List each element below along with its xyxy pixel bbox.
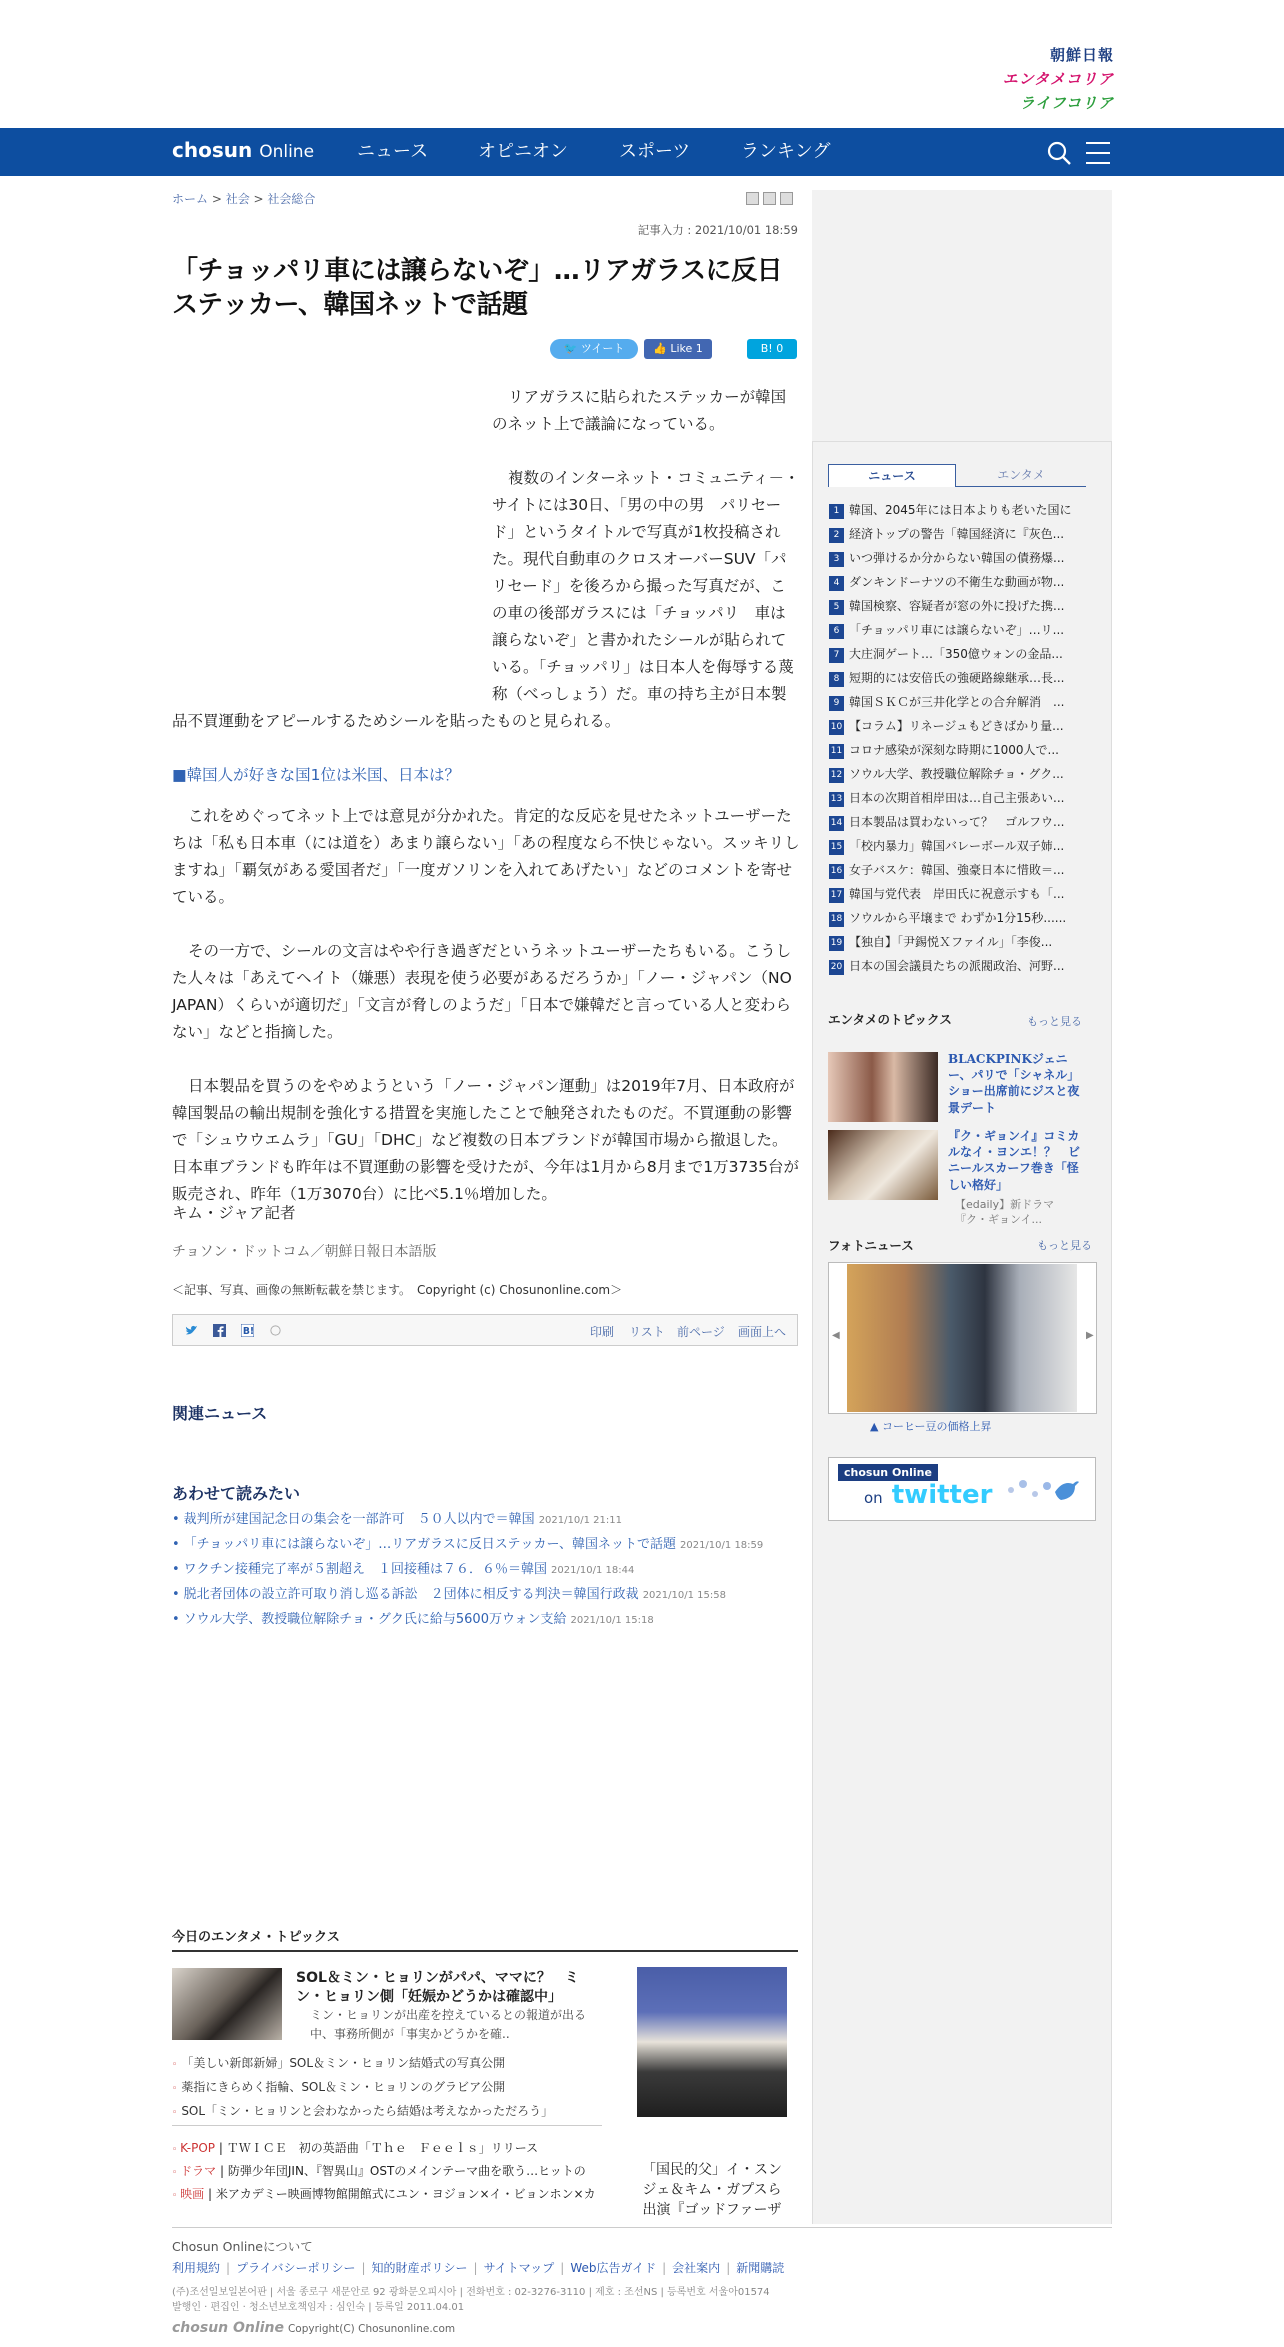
- today-entame-headline[interactable]: SOL＆ミン・ヒョリンがパパ、ママに？ ミン・ヒョリン側「妊娠かどうかは確認中」: [296, 1970, 579, 2005]
- hamburger-menu-icon[interactable]: [1086, 142, 1110, 164]
- footer-link[interactable]: プライバシーポリシー: [236, 2261, 356, 2275]
- ranking-item[interactable]: [829, 594, 1091, 618]
- ranking-item[interactable]: [829, 690, 1091, 714]
- list-item[interactable]: ◦ ドラマ | 防弾少年団JIN、『智異山』OSTのメインテーマ曲を歌う…ヒットの: [172, 2164, 586, 2178]
- ranking-item[interactable]: [829, 522, 1091, 546]
- hatena-icon[interactable]: [241, 1324, 254, 1337]
- thumbs-up-icon: 👍: [653, 342, 667, 355]
- photo-news-title: フォトニュース: [828, 1238, 914, 1253]
- link-separator: |: [361, 2261, 366, 2275]
- article-paragraph: リアガラスに貼られたステッカーが韓国のネット上で議論になっている。: [492, 388, 787, 433]
- ranking-title: ソウル大学、教授職位解除チョ・グク...: [849, 767, 1064, 781]
- entame-topics-title: エンタメのトピックス: [828, 1012, 952, 1027]
- ranking-number: 4: [829, 576, 844, 591]
- footer-about: Chosun Onlineについて: [172, 2239, 313, 2254]
- ranking-number: 19: [829, 936, 844, 951]
- entame-topic-caption[interactable]: 『ク・ギョンイ』コミカルなイ・ヨンエ！？ ビニールスカーフ巻き「怪しい格好」: [948, 1129, 1081, 1192]
- ranking-number: 9: [829, 696, 844, 711]
- today-entame-photo[interactable]: [637, 1967, 787, 2117]
- footer-address-line: (주)조선일보일본어판 | 서울 종로구 새문안로 92 광화문오피시아 | 전화번호 : 02-3276-3110 | 제호 : 조선NS | 등록번호 서울아01574: [172, 2287, 770, 2298]
- page-top-link[interactable]: 画面上へ: [738, 1325, 787, 1339]
- hatena-bookmark-button[interactable]: B! 0: [747, 339, 797, 359]
- photo-more-link[interactable]: もっと見る: [1037, 1239, 1092, 1252]
- read-more-link[interactable]: 裁判所が建国記念日の集会を一部許可 ５０人以内で＝韓国: [183, 1512, 535, 1527]
- facebook-icon[interactable]: [213, 1324, 226, 1337]
- ranking-title: 「校内暴力」韓国バレーボール双子姉...: [849, 839, 1065, 853]
- list-item: • 裁判所が建国記念日の集会を一部許可 ５０人以内で＝韓国 2021/10/1 21:11: [172, 1512, 622, 1527]
- link-separator: |: [726, 2261, 731, 2275]
- ranking-number: 16: [829, 864, 844, 879]
- list-item[interactable]: ◦ 映画 | 米アカデミー映画博物館開館式にユン・ヨジョン×イ・ビョンホン×カ: [172, 2187, 596, 2201]
- read-more-link[interactable]: ワクチン接種完了率が５割超え １回接種は７６．６％＝韓国: [183, 1562, 548, 1577]
- ranking-title: 経済トップの警告「韓国経済に『灰色...: [849, 527, 1065, 541]
- category-news-list: [172, 2138, 612, 2207]
- twitter-banner-logo: chosun Online: [838, 1464, 938, 1481]
- ranking-title: 【独自】「尹錫悦Ｘファイル」「李俊...: [849, 935, 1053, 949]
- article-toolbar: [172, 1314, 798, 1346]
- list-item[interactable]: ◦ 「美しい新郎新婦」SOL＆ミン・ヒョリン結婚式の写真公開: [172, 2056, 506, 2070]
- divider: [172, 2125, 602, 2126]
- ranking-number: 20: [829, 960, 844, 975]
- entame-topic-image[interactable]: [828, 1130, 938, 1200]
- article-paragraph: 複数のインターネット・コミュニティ－・サイトには30日、「男の中の男 パリセード」というタイトルで写真が1枚投稿された。現代自動車のクロスオーバーSUV「パリセード」を後ろから撮った写真だが、この車の後部ガラスには「チョッパリ 車は譲らないぞ」と書かれたシールが貼られている。「チョッパリ」は日本人を侮辱する蔑称（べっしょう）だ。車の持ち主が日本製品不買運動をアピールするためシールを貼ったものと見られる。: [172, 469, 800, 730]
- ranking-item[interactable]: [829, 810, 1091, 834]
- ranking-title: 日本の次期首相岸田は…自己主張あい...: [849, 791, 1065, 805]
- list-item: • ワクチン接種完了率が５割超え １回接種は７６．６％＝韓国 2021/10/1 18:44: [172, 1562, 635, 1577]
- entame-topic-subtext: 【edaily】新ドラマ『ク・ギョンイ...: [955, 1198, 1055, 1226]
- today-entame-thumbnail[interactable]: [172, 1968, 282, 2040]
- ranking-title: 大庄洞ゲート…「350億ウォンの金品...: [849, 647, 1063, 661]
- ranking-number: 11: [829, 744, 844, 759]
- ranking-title: 日本製品は買わないって？ ゴルフウ...: [849, 815, 1065, 829]
- ranking-title: ダンキンドーナツの不衛生な動画が物...: [849, 575, 1065, 589]
- nav-opinion[interactable]: オピニオン: [478, 141, 568, 162]
- read-more-list: [172, 1508, 802, 1633]
- ranking-title: ソウルから平壌まで わずか1分15秒......: [849, 911, 1067, 925]
- share-icon[interactable]: [269, 1324, 282, 1337]
- entame-topic-caption[interactable]: BLACKPINKジェニー、パリで「シャネル」ショー出席前にジスと夜景デート: [948, 1052, 1080, 1115]
- footer-link[interactable]: 会社案内: [672, 2261, 721, 2275]
- link-separator: |: [226, 2261, 231, 2275]
- list-item[interactable]: ◦ SOL「ミン・ヒョリンと会わなかったら結婚は考えなかっただろう」: [172, 2104, 554, 2118]
- font-small-icon[interactable]: [746, 192, 759, 205]
- nav-sports[interactable]: スポーツ: [619, 141, 691, 162]
- footer-link[interactable]: サイトマップ: [483, 2261, 555, 2275]
- related-article-link[interactable]: ■韓国人が好きな国1位は米国、日本は？: [172, 766, 461, 784]
- list-item: • 「チョッパリ車には譲らないぞ」…リアガラスに反日ステッカー、韓国ネットで話題 2021/10/1 18:59: [172, 1537, 764, 1552]
- category-label: ドラマ: [180, 2164, 217, 2178]
- list-link[interactable]: リスト: [629, 1325, 665, 1339]
- read-more-title: あわせて読みたい: [172, 1484, 301, 1503]
- read-more-date: 2021/10/1 18:59: [679, 1540, 764, 1551]
- prev-arrow-icon[interactable]: ◀: [832, 1330, 840, 1341]
- list-item: • 脱北者団体の設立許可取り消し巡る訴訟 ２団体に相反する判決＝韓国行政裁 2021/10/1 15:58: [172, 1587, 726, 1602]
- ranking-item[interactable]: [829, 570, 1091, 594]
- ranking-title: 韓国検察、容疑者が窓の外に投げた携...: [849, 599, 1065, 613]
- facebook-like-button[interactable]: 👍 Like 1: [644, 339, 712, 359]
- prev-page-link[interactable]: 前ページ: [677, 1325, 725, 1339]
- article-date: 記事入力 : 2021/10/01 18:59: [637, 223, 798, 237]
- next-arrow-icon[interactable]: ▶: [1086, 1330, 1094, 1341]
- ranking-title: 短期的には安倍氏の強硬路線継承…長...: [849, 671, 1065, 685]
- link-separator: |: [473, 2261, 478, 2275]
- category-label: K-POP: [180, 2141, 216, 2155]
- article-credit: チョソン・ドットコム／朝鮮日報日本語版: [172, 1244, 437, 1260]
- footer-link[interactable]: 利用規約: [172, 2261, 221, 2275]
- ranking-item[interactable]: [829, 762, 1091, 786]
- article-body: [172, 384, 800, 1235]
- twitter-banner-text: on twitter: [864, 1480, 993, 1510]
- ranking-number: 13: [829, 792, 844, 807]
- photo-news-caption[interactable]: ▲ コーヒー豆の価格上昇: [870, 1420, 992, 1433]
- tweet-button[interactable]: 🐦 ツイート: [550, 339, 638, 359]
- divider: [172, 1950, 798, 1952]
- entame-topic-image[interactable]: [828, 1052, 938, 1122]
- footer-links: [172, 2259, 784, 2276]
- entame-more-link[interactable]: もっと見る: [1027, 1015, 1082, 1028]
- ranking-item[interactable]: [829, 930, 1091, 954]
- entame-korea-logo[interactable]: エンタメコリア: [1002, 70, 1114, 88]
- list-item[interactable]: ◦ 薬指にきらめく指輪、SOL＆ミン・ヒョリンのグラビア公開: [172, 2080, 506, 2094]
- ranking-number: 12: [829, 768, 844, 783]
- footer-copyright: chosun Online Copyright(C) Chosunonline.com: [172, 2320, 456, 2336]
- logo-bold: chosun: [172, 138, 253, 162]
- today-entame-photo-caption[interactable]: 「国民的父」イ・スンジェ＆キム・ガプスら出演『ゴッドファーザ: [642, 2162, 782, 2218]
- ranking-title: 日本の国会議員たちの派閥政治、河野...: [849, 959, 1065, 973]
- article-headline: 「チョッパリ車には譲らないぞ」…リアガラスに反日ステッカー、韓国ネットで話題: [172, 256, 783, 321]
- ranking-item[interactable]: [829, 666, 1091, 690]
- article-paragraph: その一方で、シールの文言はやや行き過ぎだというネットユーザーたちもいる。こうした人々は「あえてヘイト（嫌悪）表現を使う必要があるだろうか」「ノー・ジャパン（NO JAPAN）くらいが適切だ」「文言が脅しのようだ」「日本で嫌韓だと言っている人と変わらない」などと指摘した。: [172, 942, 792, 1041]
- ranking-item[interactable]: [829, 906, 1091, 930]
- ranking-number: 14: [829, 816, 844, 831]
- article-copyright: ＜記事、写真、画像の無断転載を禁じます。 Copyright (c) Chosunonline.com＞: [172, 1283, 623, 1297]
- breadcrumb-society-general[interactable]: 社会総合: [267, 192, 316, 206]
- article-byline: キム・ジャア記者: [172, 1204, 296, 1222]
- twitter-bird-icon: [1001, 1470, 1081, 1510]
- ranking-item[interactable]: [829, 738, 1091, 762]
- category-label: 映画: [180, 2187, 205, 2201]
- ranking-list: [829, 498, 1091, 978]
- footer-logo: chosun Online: [172, 2320, 284, 2336]
- ranking-title: コロナ感染が深刻な時期に1000人で...: [849, 743, 1059, 757]
- search-icon[interactable]: [1046, 140, 1072, 166]
- read-more-date: 2021/10/1 15:58: [642, 1590, 726, 1601]
- ranking-item[interactable]: [829, 498, 1091, 522]
- ranking-item[interactable]: [829, 642, 1091, 666]
- life-korea-logo[interactable]: ライフコリア: [1019, 94, 1114, 112]
- ranking-item[interactable]: [829, 858, 1091, 882]
- tab-ranking-entame[interactable]: エンタメ: [956, 464, 1086, 487]
- ranking-item[interactable]: [829, 546, 1091, 570]
- footer-address-line: 발행인 · 편집인 · 청소년보호책임자 : 심인숙 | 등록일 2011.04.01: [172, 2302, 465, 2313]
- ranking-number: 1: [829, 504, 844, 519]
- link-separator: |: [662, 2261, 667, 2275]
- ranking-title: 韓国、2045年には日本よりも老いた国に: [849, 503, 1072, 517]
- breadcrumb-society[interactable]: 社会: [225, 192, 250, 206]
- ranking-item[interactable]: [829, 882, 1091, 906]
- ranking-number: 18: [829, 912, 844, 927]
- ranking-number: 17: [829, 888, 844, 903]
- ranking-title: 女子バスケ：韓国、強豪日本に惜敗＝...: [849, 863, 1065, 877]
- read-more-date: 2021/10/1 18:44: [551, 1565, 635, 1576]
- ranking-number: 6: [829, 624, 844, 639]
- svg-text:B!: B!: [242, 1326, 254, 1337]
- related-news-title: 関連ニュース: [172, 1404, 268, 1423]
- tab-ranking-news[interactable]: ニュース: [828, 464, 956, 487]
- ranking-title: 【コラム】リネージュもどきばかり量...: [849, 719, 1064, 733]
- logo-light: Online: [259, 142, 315, 162]
- nav-ranking[interactable]: ランキング: [741, 141, 831, 162]
- ranking-title: いつ弾けるか分からない韓国の債務爆...: [849, 551, 1065, 565]
- today-entame-summary: ミン・ヒョリンが出産を控えているとの報道が出る中、事務所側が「事実かどうかを確..: [310, 2008, 587, 2041]
- article-paragraph: これをめぐってネット上では意見が分かれた。肯定的な反応を見せたネットユーザーたちは「私も日本車（には道を）あまり譲らない」「あの程度なら不快じゃない。スッキリしますね」「覇気がある愛国者だ」「一度ガソリンを入れてあげたい」などのコメントを寄せている。: [172, 807, 800, 906]
- list-item: • ソウル大学、教授職位解除チョ・グク氏に給与5600万ウォン支給 2021/10/1 15:18: [172, 1612, 654, 1627]
- ranking-title: 韓国ＳＫＣが三井化学との合弁解消 ...: [849, 695, 1065, 709]
- twitter-bird-icon: 🐦: [563, 342, 578, 355]
- footer-link[interactable]: 知的財産ポリシー: [371, 2261, 468, 2275]
- ranking-title: 韓国与党代表 岸田氏に祝意示すも「...: [849, 887, 1065, 901]
- print-link[interactable]: 印刷: [590, 1325, 615, 1339]
- ranking-number: 2: [829, 528, 844, 543]
- photo-news-image[interactable]: [847, 1264, 1077, 1412]
- footer-divider: [172, 2227, 1112, 2228]
- list-item[interactable]: ◦ K-POP | ＴＷＩＣＥ 初の英語曲「Ｔｈｅ Ｆｅｅｌｓ」リリース: [172, 2141, 539, 2155]
- ranking-item[interactable]: [829, 714, 1091, 738]
- chosun-ilbo-logo[interactable]: 朝鮮日報: [1049, 46, 1114, 64]
- add-icon[interactable]: [780, 192, 793, 205]
- article-photo-area: [172, 384, 492, 684]
- footer-address: [172, 2285, 770, 2315]
- today-entame-title: 今日のエンタメ・トピックス: [172, 1930, 340, 1945]
- ranking-item[interactable]: [829, 954, 1091, 978]
- ad-space: [812, 190, 1112, 442]
- twitter-icon[interactable]: [185, 1324, 198, 1337]
- ranking-number: 7: [829, 648, 844, 663]
- breadcrumb-home[interactable]: ホーム: [172, 192, 209, 206]
- read-more-date: 2021/10/1 21:11: [538, 1515, 622, 1526]
- chosun-online-logo[interactable]: [172, 138, 314, 162]
- read-more-link[interactable]: 「チョッパリ車には譲らないぞ」…リアガラスに反日ステッカー、韓国ネットで話題: [183, 1537, 676, 1552]
- footer-link[interactable]: Web広告ガイド: [570, 2261, 657, 2275]
- ranking-number: 5: [829, 600, 844, 615]
- ranking-number: 15: [829, 840, 844, 855]
- nav-news[interactable]: ニュース: [357, 141, 429, 162]
- article-paragraph: 日本製品を買うのをやめようという「ノー・ジャパン運動」は2019年7月、日本政府が韓国製品の輸出規制を強化する措置を実施したことで触発されたものだ。不買運動の影響で「シュウウエムラ」「GU」「DHC」など複数の日本ブランドが韓国市場から撤退した。日本車ブランドも昨年は不買運動の影響を受けたが、今年は1月から8月まで1万3735台が販売され、昨年（1万3070台）に比べ5.1％増加した。: [172, 1077, 800, 1203]
- read-more-link[interactable]: 脱北者団体の設立許可取り消し巡る訴訟 ２団体に相反する判決＝韓国行政裁: [183, 1587, 639, 1602]
- ranking-number: 10: [829, 720, 844, 735]
- read-more-link[interactable]: ソウル大学、教授職位解除チョ・グク氏に給与5600万ウォン支給: [183, 1612, 567, 1627]
- footer-link[interactable]: 新聞購読: [736, 2261, 785, 2275]
- link-separator: |: [560, 2261, 565, 2275]
- font-large-icon[interactable]: [763, 192, 776, 205]
- ranking-item[interactable]: [829, 834, 1091, 858]
- breadcrumb: ホーム > 社会 > 社会総合: [172, 192, 316, 206]
- ranking-item[interactable]: [829, 786, 1091, 810]
- ranking-number: 8: [829, 672, 844, 687]
- read-more-date: 2021/10/1 15:18: [570, 1615, 654, 1626]
- ranking-title: 「チョッパリ車には譲らないぞ」…リ...: [849, 623, 1065, 637]
- today-entame-list: [172, 2052, 602, 2124]
- ranking-item[interactable]: [829, 618, 1091, 642]
- ranking-number: 3: [829, 552, 844, 567]
